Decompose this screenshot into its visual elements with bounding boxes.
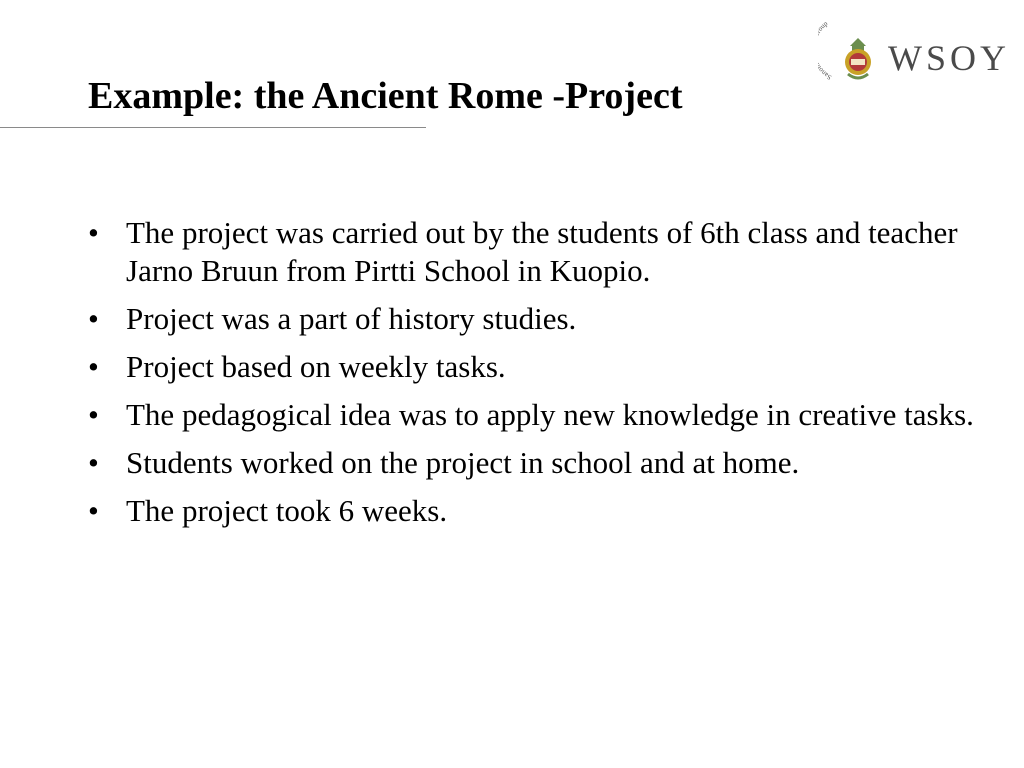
list-item xyxy=(88,214,988,290)
list-item-text: The project was carried out by the students of 6th class and teacher Jarno Bruun from Pirtti School in Kuopio. xyxy=(126,215,958,288)
emblem-band xyxy=(851,59,865,65)
bullet-list xyxy=(88,214,988,540)
list-item xyxy=(88,396,988,434)
list-item xyxy=(88,300,988,338)
bullet-glyph: • xyxy=(88,301,99,336)
wsoy-logo xyxy=(818,16,1008,88)
bullet-glyph: • xyxy=(88,349,99,384)
bullet-glyph: • xyxy=(88,493,99,528)
bullet-glyph: • xyxy=(88,397,99,432)
title-divider xyxy=(0,127,426,128)
list-item xyxy=(88,348,988,386)
list-item xyxy=(88,492,988,530)
logo-ring-text: San up xyxy=(818,19,833,82)
list-item-text: Project based on weekly tasks. xyxy=(126,349,506,384)
bullet-glyph: • xyxy=(88,215,99,250)
bullet-glyph: • xyxy=(88,445,99,480)
list-item xyxy=(88,444,988,482)
list-item-text: The pedagogical idea was to apply new knowledge in creative tasks. xyxy=(126,397,974,432)
slide-title: Example: the Ancient Rome -Project xyxy=(88,75,683,117)
list-item-text: Students worked on the project in school and at home. xyxy=(126,445,800,480)
list-item-text: The project took 6 weeks. xyxy=(126,493,448,528)
wsoy-emblem-icon xyxy=(818,16,888,88)
logo-wordmark: WSOY xyxy=(888,38,1010,78)
list-item-text: Project was a part of history studies. xyxy=(126,301,577,336)
